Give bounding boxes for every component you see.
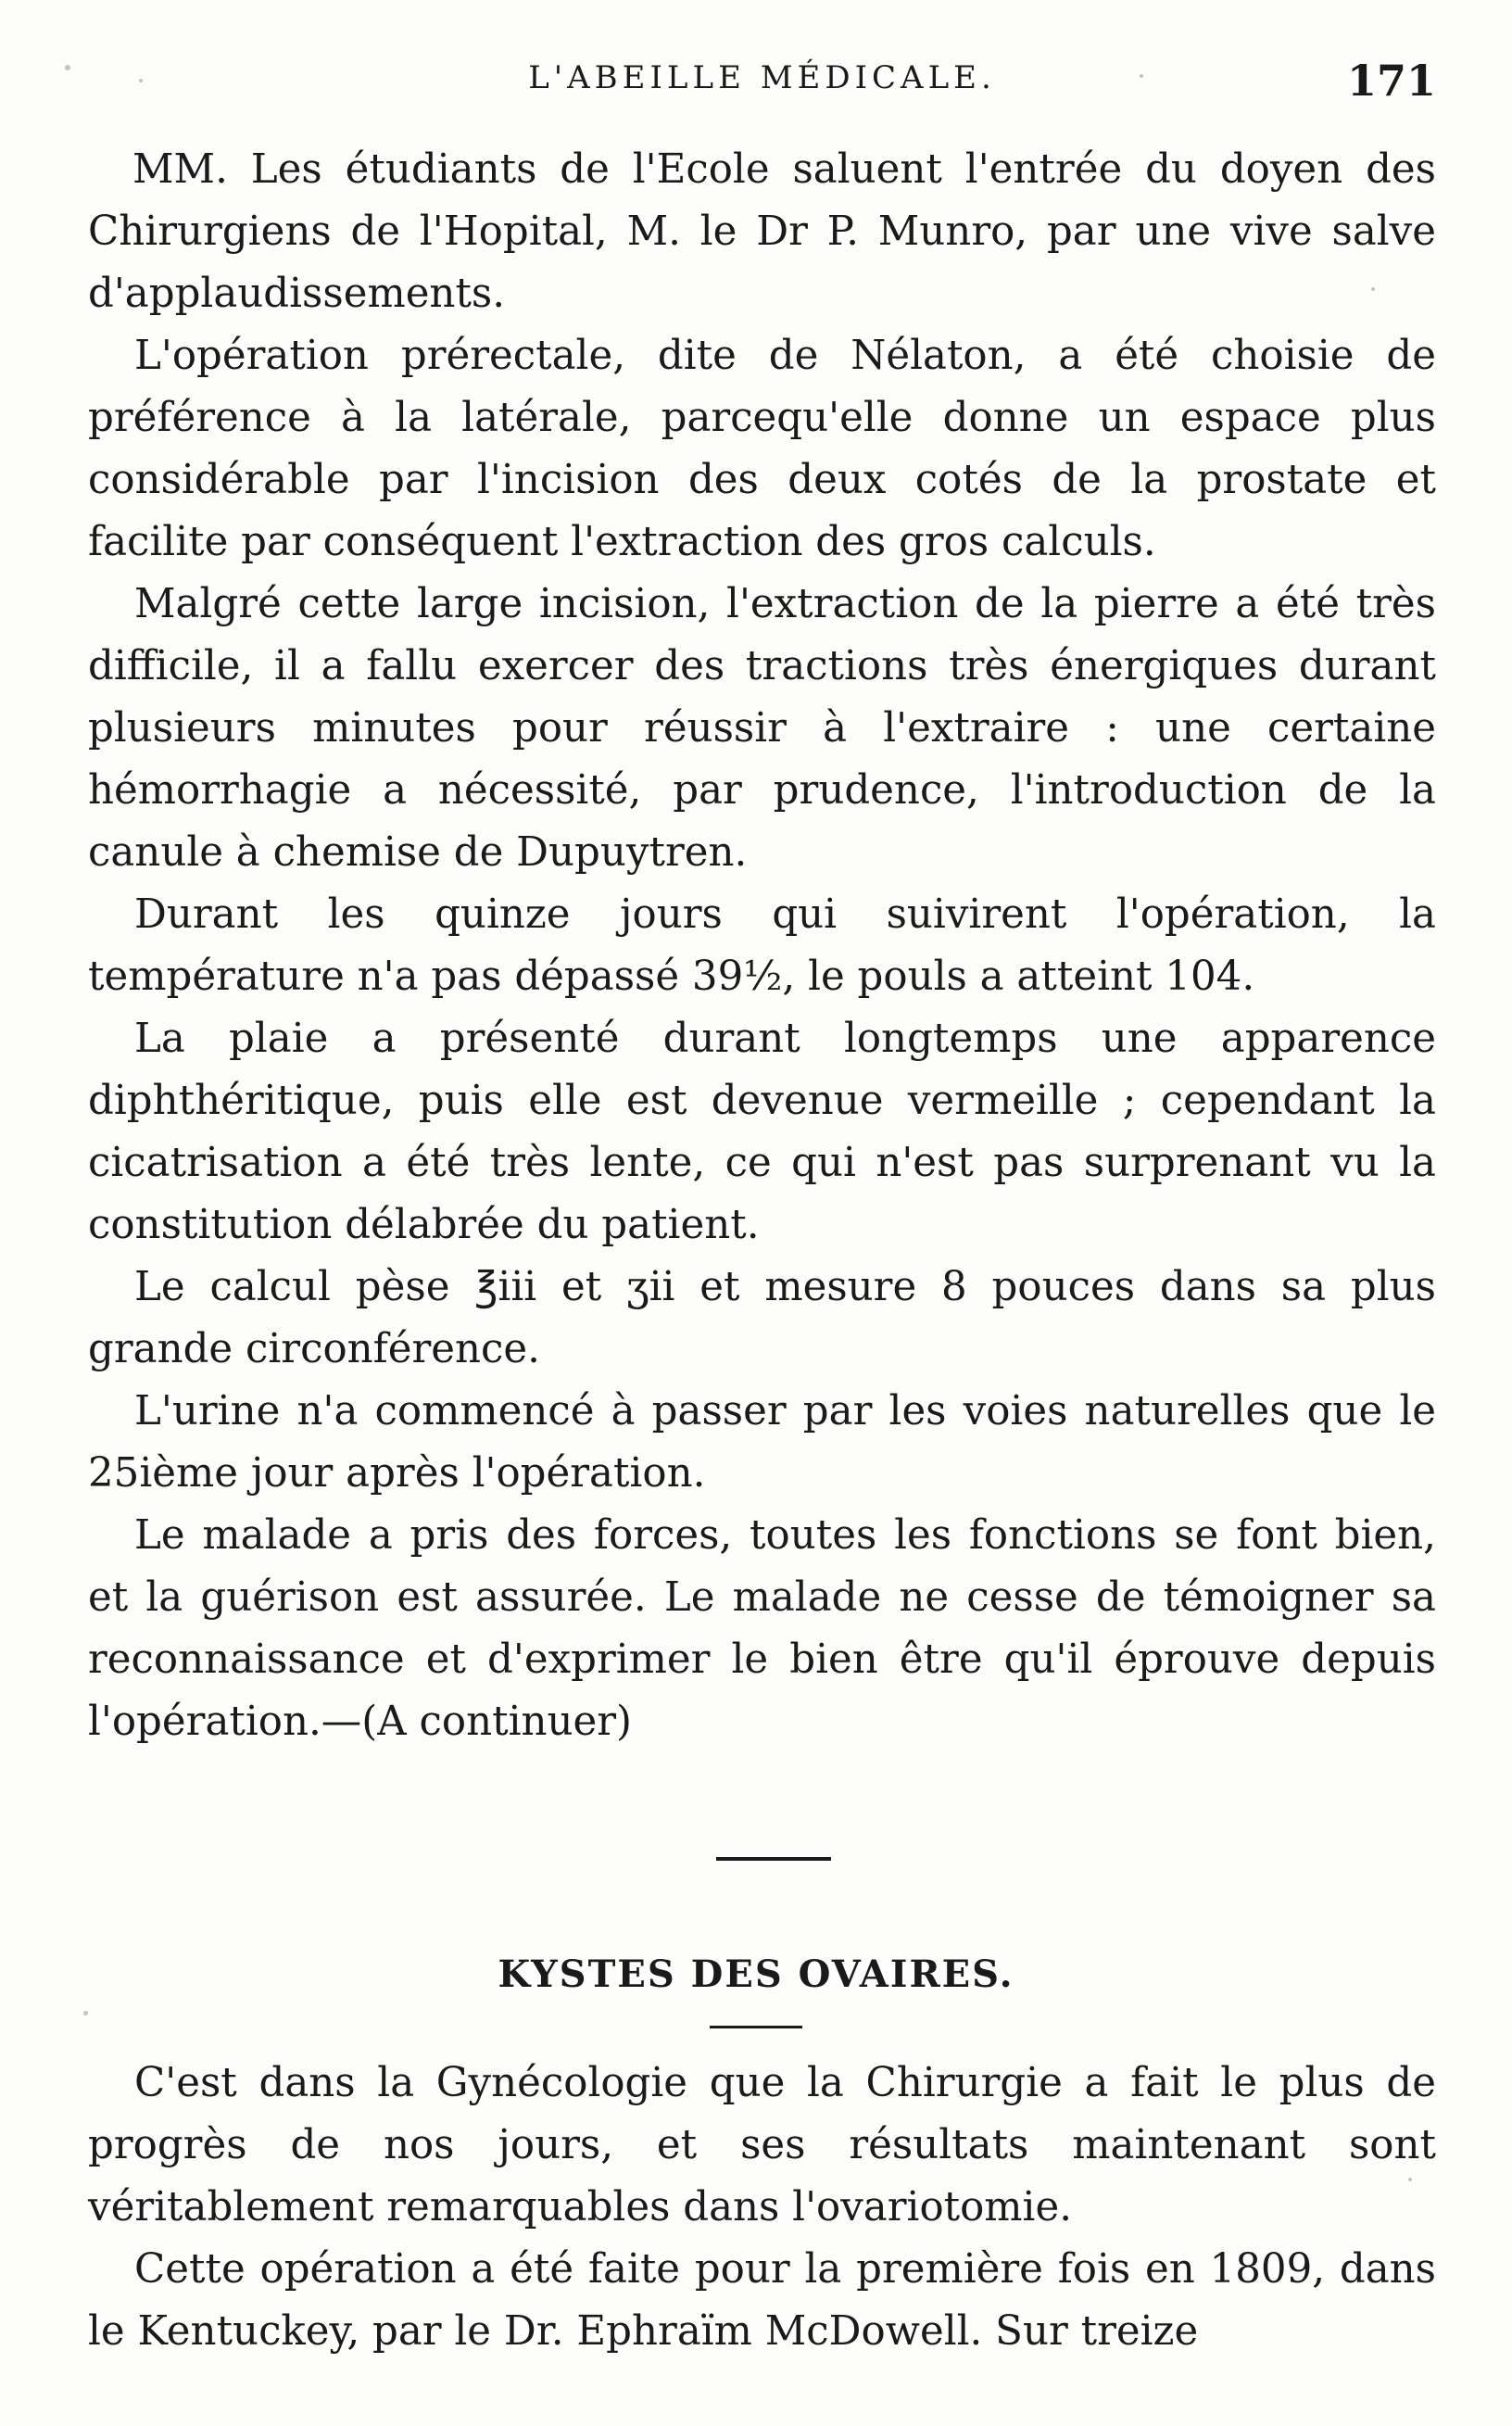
title-underline: [710, 2026, 802, 2028]
paragraph: Le calcul pèse ℥iii et ʒii et mesure 8 pouces dans sa plus grande circonférence.: [88, 1264, 1436, 1372]
print-speck: [1408, 2178, 1412, 2181]
paragraph: Le malade a pris des forces, toutes les fonctions se font bien, et la guérison est assurée. Le malade ne cesse de témoigner sa reconnaissance et d'exprimer le bien être qu'il éprouve depuis l'opération.—(A continuer): [88, 1512, 1436, 1745]
running-head: [88, 56, 1436, 111]
print-speck: [1140, 74, 1143, 78]
paragraph: Cette opération a été faite pour la première fois en 1809, dans le Kentuckey, par le Dr. Ephraïm McDowell. Sur treize: [88, 2246, 1436, 2355]
paragraph: Durant les quinze jours qui suivirent l'opération, la température n'a pas dépassé 39½, le pouls a atteint 104.: [88, 891, 1436, 1000]
page-number: 171: [1346, 56, 1436, 106]
paragraph: MM. Les étudiants de l'Ecole saluent l'entrée du doyen des Chirurgiens de l'Hopital, M. le Dr P. Munro, par une vive salve d'applaudissements.: [88, 146, 1436, 317]
print-speck: [65, 65, 70, 70]
paragraph: L'urine n'a commencé à passer par les voies naturelles que le 25ième jour après l'opération.: [88, 1388, 1436, 1497]
article-continuation: [88, 139, 1436, 1753]
print-speck: [83, 2011, 88, 2015]
section-title: KYSTES DES OVAIRES.: [498, 1952, 1014, 1996]
paragraph: L'opération prérectale, dite de Nélaton, a été choisie de préférence à la latérale, parcequ'elle donne un espace plus considérable par l'incision des deux cotés de la prostate et facilite par conséquent l'extraction des gros calculs.: [88, 333, 1436, 565]
paragraph: C'est dans la Gynécologie que la Chirurgie a fait le plus de progrès de nos jours, et ses résultats maintenant sont véritablement remarquables dans l'ovariotomie.: [88, 2060, 1436, 2230]
print-speck: [139, 79, 143, 82]
paragraph: Malgré cette large incision, l'extraction de la pierre a été très difficile, il a fallu exercer des tractions très énergiques durant plusieurs minutes pour réussir à l'extraire : une certaine hémorrhagie a nécessité, par prudence, l'introduction de la canule à chemise de Dupuytren.: [88, 581, 1436, 876]
paragraph: La plaie a présenté durant longtemps une apparence diphthéritique, puis elle est devenue vermeille ; cependant la cicatrisation a été très lente, ce qui n'est pas surprenant vu la constitution délabrée du patient.: [88, 1016, 1436, 1248]
section-divider: [716, 1857, 831, 1861]
print-speck: [1371, 287, 1375, 291]
running-title: L'ABEILLE MÉDICALE.: [528, 59, 996, 96]
article-body: [88, 2053, 1436, 2363]
